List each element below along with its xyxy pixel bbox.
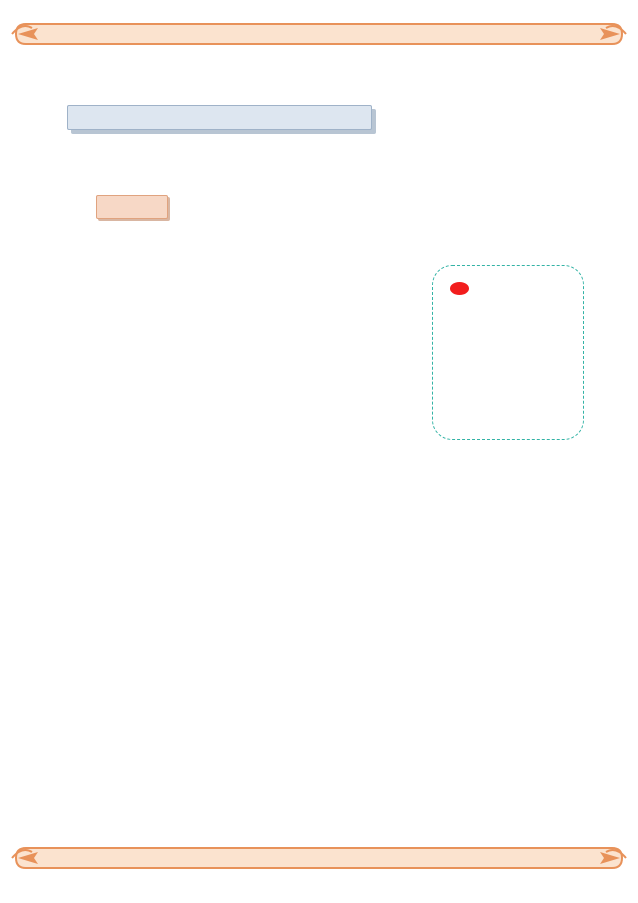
section-title — [67, 105, 372, 130]
top-scroll-banner — [8, 14, 630, 54]
red-dot-icon — [450, 282, 469, 295]
bottom-scroll-banner — [8, 838, 630, 878]
legend-box — [432, 265, 584, 440]
coordinate-plane-chart — [90, 215, 410, 530]
legend-kota-bandung — [452, 284, 583, 298]
